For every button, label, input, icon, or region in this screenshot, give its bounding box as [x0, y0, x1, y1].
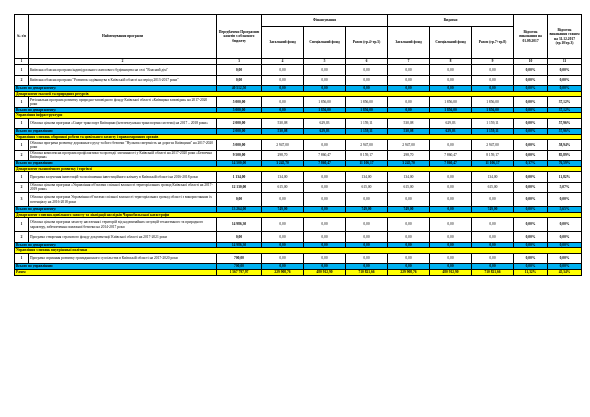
cell-c10: 0,00%	[514, 75, 548, 86]
cell-c6: 134,00	[346, 172, 388, 183]
cell-c10: 11,32%	[514, 269, 548, 275]
cell-c8: 7 860,47	[430, 150, 472, 161]
cell-c7: 0,00	[388, 264, 430, 270]
program-name: Програма створення страхового фонду документації Київської області на 2017-2021 роки	[29, 232, 217, 243]
cell-c5: 0,00	[304, 242, 346, 248]
cell-c5: 0,00	[304, 264, 346, 270]
cell-c10: 0,00%	[514, 118, 548, 129]
cell-c6: 615,00	[346, 182, 388, 193]
cell-c9: 0,00	[472, 218, 514, 232]
cell-c8: 0,00	[430, 253, 472, 264]
cell-c4: 0,00	[262, 193, 304, 207]
cell-c3: 0,00	[217, 65, 262, 76]
cell-c10: 0,00%	[514, 232, 548, 243]
cell-c9: 11 106,17	[472, 161, 514, 167]
cell-c6: 0,00	[346, 86, 388, 92]
cell-c3: 1 134,00	[217, 172, 262, 183]
cell-c10: 0,00%	[514, 107, 548, 113]
cell-c7: 0,00	[388, 97, 430, 108]
cell-c10: 0,00%	[514, 150, 548, 161]
col-pct-plan-header: Відсоток виконання станом на 31.12.2017 (гр.10/гр.3)	[548, 15, 582, 59]
cell-c9: 0,00	[472, 242, 514, 248]
cell-c3: 0,00	[217, 193, 262, 207]
cell-c8: 1 856,00	[430, 97, 472, 108]
program-name: Обласна цільова програма «Смарт транспорт Київщини (інтелектуальна транспортна система) на 2017 – 2018 роки»	[29, 118, 217, 129]
section-title: Департамент економічного розвитку і торгівлі	[15, 166, 582, 172]
cell-c4: 0,00	[262, 75, 304, 86]
cell-c11: 0,00%	[548, 232, 582, 243]
section-title: Управління інфраструктури	[15, 113, 582, 119]
cell-c5: 7 860,47	[304, 150, 346, 161]
row-number: 1	[15, 65, 29, 76]
col-index: 9	[472, 59, 514, 65]
cell-c9: 8 159,17	[472, 150, 514, 161]
program-name: Обласна комплексна програма профілактики та протидії злочинності у Київській області на 2017-2020 роки «Безпечна Київщина»	[29, 150, 217, 161]
cell-c8: 0,00	[430, 140, 472, 151]
cell-c11: 0,00%	[548, 264, 582, 270]
cell-c7: 615,00	[388, 182, 430, 193]
table-row	[15, 253, 582, 264]
cell-c3: 2 000,00	[217, 129, 262, 135]
cell-c11: 5,65%	[548, 207, 582, 213]
cell-c3: 2 000,00	[217, 118, 262, 129]
program-name: Обласна цільова програма Управління об'єктами спільної власності територіальних громад області з використанням їх потенціалу на 2016-2018 роки	[29, 193, 217, 207]
cell-c9: 1 159,11	[472, 118, 514, 129]
cell-c4: 0,00	[262, 86, 304, 92]
section-title: Департамент екології та природних ресурсів	[15, 91, 582, 97]
col-index: 5	[304, 59, 346, 65]
cell-c6: 0,00	[346, 218, 388, 232]
section-title: Департамент з питань цивільного захисту та ліквідації наслідків Чорнобильської катастрофи	[15, 212, 582, 218]
cell-c5: 0,00	[304, 86, 346, 92]
cell-c10: 0,00%	[514, 207, 548, 213]
row-number: 2	[15, 150, 29, 161]
col-financing-header: Фінансування	[262, 15, 388, 27]
table-row	[15, 75, 582, 86]
table-row	[15, 232, 582, 243]
cell-c11: 58,94%	[548, 140, 582, 151]
cell-c4: 530,08	[262, 129, 304, 135]
cell-c7: 0,00	[388, 193, 430, 207]
table-row	[15, 193, 582, 207]
table-body	[15, 65, 582, 276]
cell-c10: 0,00%	[514, 86, 548, 92]
program-name: Обласна цільова програма захисту населення і територій від надзвичайних ситуацій техногенного та природного характеру, забезпечення пожежної безпеки на 2014-2017 роки	[29, 218, 217, 232]
cell-c7: 229 908,76	[388, 269, 430, 275]
cell-c10: 0,37%	[514, 161, 548, 167]
col-name-header: Найменування програми	[29, 15, 217, 59]
cell-c3: 14 986,30	[217, 242, 262, 248]
subtotal-label: Всього по департаменту:	[15, 107, 217, 113]
cell-c7: 749,00	[388, 207, 430, 213]
table-row	[15, 118, 582, 129]
cell-c6: 0,00	[346, 75, 388, 86]
cell-c6: 0,00	[346, 193, 388, 207]
cell-c9: 1 159,11	[472, 129, 514, 135]
cell-c10: 0,00%	[514, 242, 548, 248]
cell-c5: 0,00	[304, 182, 346, 193]
cell-c11: 5,07%	[548, 182, 582, 193]
cell-c3: 700,00	[217, 253, 262, 264]
cell-c5: 7 860,47	[304, 161, 346, 167]
row-number: 1	[15, 97, 29, 108]
cell-c7: 2 947,00	[388, 140, 430, 151]
subtotal-label: Всього по департаменту:	[15, 86, 217, 92]
cell-c8: 0,00	[430, 232, 472, 243]
cell-c4: 0,00	[262, 218, 304, 232]
cell-c6: 749,00	[346, 207, 388, 213]
program-name: Обласна програма розвитку дорожнього руху та його безпеки "Нульова смертність на дорогах Київщини" на 2017-2020 роки	[29, 140, 217, 151]
cell-c3: 700,00	[217, 264, 262, 270]
cell-c8: 0,00	[430, 242, 472, 248]
cell-c11: 37,12%	[548, 107, 582, 113]
cell-c3: 5 000,00	[217, 140, 262, 151]
cell-c4: 749,00	[262, 207, 304, 213]
cell-c6: 11 106,17	[346, 161, 388, 167]
cell-c7: 0,00	[388, 242, 430, 248]
cell-c6: 0,00	[346, 253, 388, 264]
cell-c6: 0,00	[346, 232, 388, 243]
cell-c3: 40 512,50	[217, 86, 262, 92]
col-planned-header: Передбачено Програмою коштів з обласного бюджету	[217, 15, 262, 59]
col-special2-header: Спеціальний фонд	[430, 27, 472, 59]
subtotal-label: Всього по управлінню:	[15, 129, 217, 135]
cell-c4: 3 245,70	[262, 161, 304, 167]
cell-c6: 710 821,66	[346, 269, 388, 275]
cell-c6: 1 159,11	[346, 129, 388, 135]
cell-c10: 0,00%	[514, 193, 548, 207]
cell-c5: 1 856,00	[304, 97, 346, 108]
row-number: 1	[15, 172, 29, 183]
cell-c7: 298,70	[388, 150, 430, 161]
cell-c11: 0,00%	[548, 218, 582, 232]
cell-c8: 0,00	[430, 207, 472, 213]
cell-c8: 629,03	[430, 118, 472, 129]
cell-c10: 0,00%	[514, 264, 548, 270]
cell-c11: 11,82%	[548, 172, 582, 183]
row-number: 2	[15, 182, 29, 193]
program-name: Обласна цільова програма «Управління об'єктами спільної власності територіальних громад Київської області на 2017-2019 роки»	[29, 182, 217, 193]
cell-c4: 229 908,76	[262, 269, 304, 275]
cell-c8: 480 912,90	[430, 269, 472, 275]
cell-c4: 0,00	[262, 264, 304, 270]
cell-c3: 14 500,00	[217, 161, 262, 167]
cell-c10: 0,00%	[514, 218, 548, 232]
cell-c5: 0,00	[304, 232, 346, 243]
row-number: 1	[15, 218, 29, 232]
cell-c5: 0,00	[304, 207, 346, 213]
cell-c11: 0,00%	[548, 193, 582, 207]
program-name: Київська обласна програма індивідуального житлового будівництва на селі "Власний дім"	[29, 65, 217, 76]
table-row	[15, 172, 582, 183]
cell-c4: 0,00	[262, 253, 304, 264]
cell-c4: 0,00	[262, 107, 304, 113]
cell-c8: 0,00	[430, 86, 472, 92]
cell-c6: 1 159,11	[346, 118, 388, 129]
cell-c5: 480 912,90	[304, 269, 346, 275]
row-number: 1	[15, 253, 29, 264]
program-name: Програма сприяння розвитку громадянського суспільства в Київській області на 2017-2020 роки	[29, 253, 217, 264]
program-name: Регіональна програма розвитку природно-заповідного фонду Київської області «Київщина заповідна» на 2017-2020 роки	[29, 97, 217, 108]
cell-c4: 0,00	[262, 65, 304, 76]
table-row	[15, 150, 582, 161]
cell-c8: 1 856,00	[430, 107, 472, 113]
cell-c8: 7 860,47	[430, 161, 472, 167]
program-name: Київська обласна програма "Розвиток садівництва в Київській області на період 2013-2017 роки"	[29, 75, 217, 86]
cell-c5: 0,00	[304, 253, 346, 264]
cell-c7: 0,00	[388, 75, 430, 86]
cell-c5: 629,03	[304, 118, 346, 129]
subtotal-label: Всього по управлінню:	[15, 264, 217, 270]
cell-c8: 0,00	[430, 172, 472, 183]
cell-c9: 0,00	[472, 86, 514, 92]
cell-c9: 749,00	[472, 207, 514, 213]
cell-c7: 134,00	[388, 172, 430, 183]
cell-c10: 0,00%	[514, 182, 548, 193]
cell-c5: 0,00	[304, 172, 346, 183]
cell-c6: 0,00	[346, 242, 388, 248]
col-index: 10	[514, 59, 548, 65]
cell-c9: 0,00	[472, 264, 514, 270]
cell-c8: 0,00	[430, 65, 472, 76]
grand-total-label: Разом	[15, 269, 217, 275]
cell-c6: 0,00	[346, 264, 388, 270]
cell-c7: 3 245,70	[388, 161, 430, 167]
col-sum-exp-header: Разом (гр.7+гр.8)	[472, 27, 514, 59]
cell-c11: 57,96%	[548, 118, 582, 129]
cell-c3: 12 130,00	[217, 182, 262, 193]
cell-c11: 85,89%	[548, 150, 582, 161]
col-expenses-header: Видатки	[388, 15, 514, 27]
cell-c9: 134,00	[472, 172, 514, 183]
table-row	[15, 97, 582, 108]
cell-c11: 0,00%	[548, 242, 582, 248]
cell-c4: 615,00	[262, 182, 304, 193]
cell-c9: 615,00	[472, 182, 514, 193]
table-row	[15, 218, 582, 232]
cell-c10: 0,00%	[514, 172, 548, 183]
cell-c3: 14 986,30	[217, 218, 262, 232]
cell-c4: 0,00	[262, 242, 304, 248]
cell-c4: 530,08	[262, 118, 304, 129]
col-index: 2	[29, 59, 217, 65]
cell-c9: 0,00	[472, 75, 514, 86]
col-no-header: № з/п	[15, 15, 29, 59]
cell-c9: 1 856,00	[472, 107, 514, 113]
col-index: 1	[15, 59, 29, 65]
grand-total-row	[15, 269, 582, 275]
cell-c10: 0,00%	[514, 65, 548, 76]
cell-c5: 0,00	[304, 65, 346, 76]
row-number: 1	[15, 140, 29, 151]
cell-c4: 0,00	[262, 232, 304, 243]
col-general-header: Загальний фонд	[262, 27, 304, 59]
cell-c11: 45,34%	[548, 269, 582, 275]
cell-c11: 0,00%	[548, 253, 582, 264]
cell-c11: 0,00%	[548, 86, 582, 92]
cell-c5: 0,00	[304, 193, 346, 207]
cell-c3: 13 264,00	[217, 207, 262, 213]
cell-c8: 629,03	[430, 129, 472, 135]
cell-c11: 37,12%	[548, 97, 582, 108]
col-index: 4	[262, 59, 304, 65]
cell-c9: 2 947,00	[472, 140, 514, 151]
cell-c7: 0,00	[388, 253, 430, 264]
section-title: Управління з питань внутрішньої політики	[15, 248, 582, 254]
cell-c11: 0,00%	[548, 75, 582, 86]
cell-c8: 0,00	[430, 264, 472, 270]
table-row	[15, 140, 582, 151]
cell-c9: 1 856,00	[472, 97, 514, 108]
cell-c4: 0,00	[262, 97, 304, 108]
col-general2-header: Загальний фонд	[388, 27, 430, 59]
cell-c9: 0,00	[472, 232, 514, 243]
cell-c5: 0,00	[304, 140, 346, 151]
row-number: 2	[15, 232, 29, 243]
cell-c6: 2 947,00	[346, 140, 388, 151]
cell-c9: 0,00	[472, 253, 514, 264]
cell-c3: 5 000,00	[217, 97, 262, 108]
cell-c9: 0,00	[472, 65, 514, 76]
cell-c7: 0,00	[388, 232, 430, 243]
cell-c7: 0,00	[388, 218, 430, 232]
cell-c3: 9 500,00	[217, 150, 262, 161]
subtotal-label: Всього по управлінню:	[15, 161, 217, 167]
table-row	[15, 65, 582, 76]
cell-c4: 134,00	[262, 172, 304, 183]
cell-c7: 0,00	[388, 65, 430, 76]
cell-c8: 0,00	[430, 182, 472, 193]
cell-c11: 76,59%	[548, 161, 582, 167]
col-index: 11	[548, 59, 582, 65]
col-index: 7	[388, 59, 430, 65]
cell-c8: 0,00	[430, 218, 472, 232]
cell-c4: 2 947,00	[262, 140, 304, 151]
cell-c11: 57,96%	[548, 129, 582, 135]
cell-c9: 710 821,66	[472, 269, 514, 275]
col-special-header: Спеціальний фонд	[304, 27, 346, 59]
cell-c8: 0,00	[430, 75, 472, 86]
cell-c10: 0,00%	[514, 129, 548, 135]
cell-c10: 0,00%	[514, 140, 548, 151]
cell-c10: 0,00%	[514, 97, 548, 108]
cell-c9: 0,00	[472, 193, 514, 207]
cell-c7: 0,00	[388, 86, 430, 92]
section-title: Управління з питань оборонної роботи та цивільного захисту і правоохоронних органів	[15, 134, 582, 140]
table-row	[15, 182, 582, 193]
cell-c4: 298,70	[262, 150, 304, 161]
cell-c5: 1 856,00	[304, 107, 346, 113]
cell-c6: 1 856,00	[346, 97, 388, 108]
cell-c11: 0,00%	[548, 65, 582, 76]
cell-c10: 0,00%	[514, 253, 548, 264]
cell-c7: 0,00	[388, 107, 430, 113]
row-number: 1	[15, 118, 29, 129]
col-index: 8	[430, 59, 472, 65]
cell-c7: 530,08	[388, 118, 430, 129]
col-pct-done-header: Відсоток виконання на 01.09.2017	[514, 15, 548, 59]
program-name: Програма залучення інвестицій та поліпшення інвестиційного клімату в Київській області на 2016-2018 роки	[29, 172, 217, 183]
subtotal-label: Всього по департаменту:	[15, 242, 217, 248]
cell-c3: 5 000,00	[217, 107, 262, 113]
col-index: 6	[346, 59, 388, 65]
cell-c7: 530,08	[388, 129, 430, 135]
cell-c5: 0,00	[304, 218, 346, 232]
cell-c8: 0,00	[430, 193, 472, 207]
cell-c6: 1 856,00	[346, 107, 388, 113]
report-sheet	[14, 14, 581, 276]
cell-c3: 0,00	[217, 232, 262, 243]
subtotal-label: Всього по департаменту:	[15, 207, 217, 213]
col-sum-fin-header: Разом (гр.4+гр.5)	[346, 27, 388, 59]
row-number: 2	[15, 75, 29, 86]
cell-c6: 0,00	[346, 65, 388, 76]
cell-c3: 0,00	[217, 75, 262, 86]
cell-c5: 629,03	[304, 129, 346, 135]
cell-c6: 8 159,17	[346, 150, 388, 161]
cell-c5: 0,00	[304, 75, 346, 86]
cell-c3: 1 567 797,97	[217, 269, 262, 275]
row-number: 3	[15, 193, 29, 207]
col-index: 3	[217, 59, 262, 65]
programs-table	[14, 14, 582, 276]
